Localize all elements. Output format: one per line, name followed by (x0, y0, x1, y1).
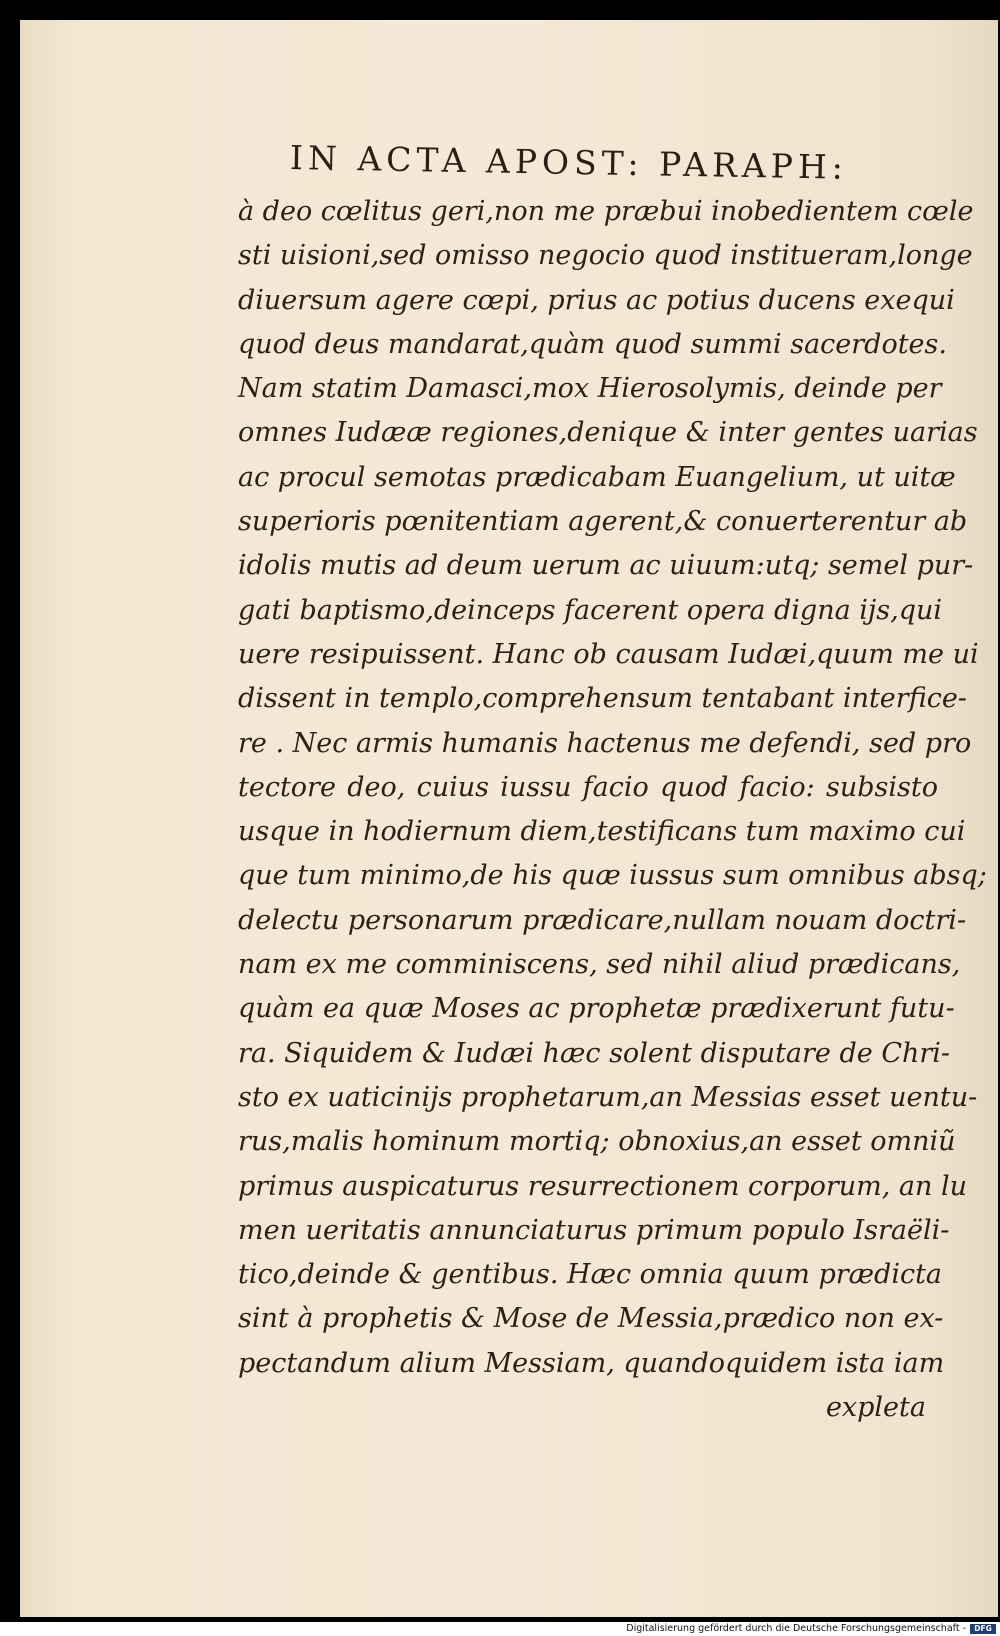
text-line: delectu personarum prædicare,nullam nouam doctri- (238, 904, 967, 936)
text-line: que tum minimo,de his quæ iussus sum omnibus absq; (238, 860, 987, 892)
body-text (238, 190, 987, 1430)
text-line: men ueritatis annunciaturus primum populo Israëli- (238, 1214, 950, 1246)
text-line: tico,deinde & gentibus. Hæc omnia quum prædicta (238, 1259, 943, 1291)
text-line: tectore deo, cuius iussu facio quod facio: subsisto (238, 771, 938, 803)
text-line: quàm ea quæ Moses ac prophetæ prædixerunt futu- (238, 993, 955, 1025)
text-line: idolis mutis ad deum uerum ac uiuum:utq; semel pur- (238, 550, 974, 582)
text-line: usque in hodiernum diem,testificans tum maximo cui (238, 816, 966, 848)
text-line: Nam statim Damasci,mox Hierosolymis, deinde per (238, 373, 942, 405)
text-line: ra. Siquidem & Iudæi hæc solent disputare de Chri- (238, 1037, 951, 1069)
text-line: quod deus mandarat,quàm quod summi sacerdotes. (238, 328, 947, 360)
text-line: primus auspicaturus resurrectionem corporum, an lu (238, 1170, 968, 1202)
running-head: IN ACTA APOST: PARAPH: (289, 138, 849, 187)
text-line: à deo cœlitus geri,non me præbui inobedientem cœle (238, 196, 974, 227)
text-line: superioris pœnitentiam agerent,& conuerterentur ab (238, 506, 968, 538)
text-line: sto ex uaticinijs prophetarum,an Messias esset uentu- (238, 1081, 978, 1113)
dfg-logo: DFG (970, 1624, 996, 1634)
text-line: expleta (825, 1392, 926, 1424)
book-page (20, 20, 998, 1617)
text-line: pectandum alium Messiam, quandoquidem ista iam (238, 1347, 945, 1379)
text-line: uere resipuissent. Hanc ob causam Iudæi,quum me ui (238, 638, 979, 670)
text-line: re . Nec armis humanis hactenus me defendi, sed pro (238, 727, 972, 759)
text-line: ac procul semotas prædicabam Euangelium, ut uitæ (238, 461, 956, 493)
footer-bar (0, 1622, 1000, 1636)
funding-credit: Digitalisierung gefördert durch die Deutsche Forschungsgemeinschaft - (626, 1623, 966, 1634)
text-line: gati baptismo,deinceps facerent opera digna ijs,qui (238, 594, 943, 626)
text-line: dissent in templo,comprehensum tentabant interfice- (238, 683, 967, 715)
text-line: sint à prophetis & Mose de Messia,prædico non ex- (238, 1303, 944, 1335)
text-line: omnes Iudææ regiones,denique & inter gentes uarias (238, 417, 978, 449)
text-line: diuersum agere cœpi, prius ac potius ducens exequi (238, 284, 955, 316)
text-line: nam ex me comminiscens, sed nihil aliud prædicans, (238, 949, 961, 981)
text-line: rus,malis hominum mortiq; obnoxius,an esset omniũ (238, 1126, 956, 1158)
text-line: sti uisioni,sed omisso negocio quod institueram,longe (238, 240, 973, 272)
